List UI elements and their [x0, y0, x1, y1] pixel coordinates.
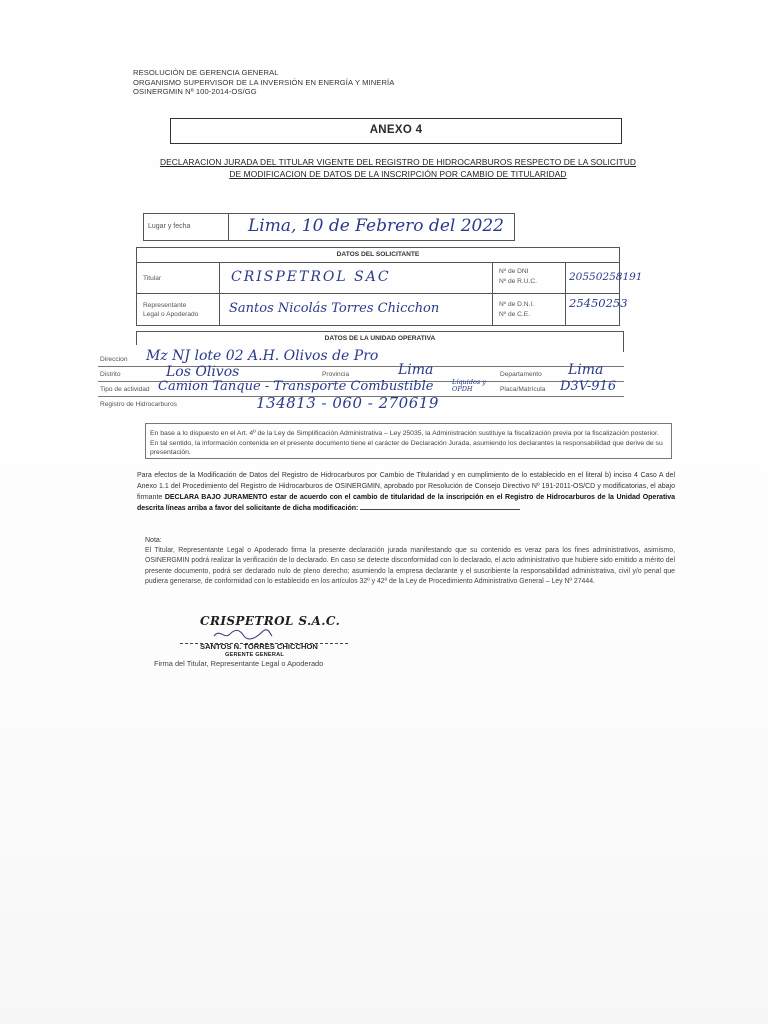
actividad-label: Tipo de actividad — [100, 386, 150, 393]
actividad-extra: Líquidos y OPDH — [452, 378, 486, 393]
provincia-value: Lima — [398, 362, 434, 378]
departamento-label: Departamento — [500, 371, 542, 378]
provincia-label: Provincia — [322, 371, 350, 378]
solicitante-table — [136, 247, 643, 326]
nota-label: Nota: — [145, 537, 162, 544]
registro-value: 134813 - 060 - 270619 — [256, 394, 439, 412]
signature-caption: Firma del Titular, Representante Legal o Apoderado — [154, 659, 324, 668]
paragraph-declaracion — [137, 471, 675, 515]
direccion-label: Direccion — [100, 356, 128, 363]
ruc-label: Nº de R.U.C. — [499, 278, 537, 285]
declaration-title — [138, 156, 658, 180]
titular-value: CRISPETROL SAC — [231, 269, 391, 285]
paragraph-nota: El Titular, Representante Legal o Apoderado firma la presente declaración jurada manifestando que su contenido es veraz para los fines administrativos, asimismo, OSINERGMIN podrá realizar la verificación de lo declarado. En caso se detecte disconformidad con lo declarado, el acto administrativo que hubiere sido emitido a mérito del presente documento, podrá ser declarado nulo de pleno derecho; asumiendo la empresa declarante y el suscribiente la responsabilidad administrativa, civil y/o penal que pudiera generarse, de conformidad con lo establecido en los artículos 32º y 42º de la Ley de Procedimiento Administrativo General – Ley Nº 27444. — [145, 547, 675, 586]
anexo-title-box — [170, 118, 622, 144]
ruc-value: 20550258191 — [569, 271, 643, 283]
solicitante-section-title: DATOS DEL SOLICITANTE — [137, 248, 619, 263]
declaration-title-line-1: DECLARACION JURADA DEL TITULAR VIGENTE DEL REGISTRO DE HIDROCARBUROS RESPECTO DE LA SOLICITUD — [159, 157, 637, 167]
placa-value: D3V-916 — [560, 379, 617, 394]
signer-role: GERENTE GENERAL — [225, 652, 284, 658]
resolution-header — [133, 68, 394, 97]
departamento-value: Lima — [568, 362, 604, 378]
actividad-value: Camion Tanque - Transporte Combustible — [158, 379, 434, 394]
lugar-fecha-field — [143, 213, 515, 241]
unidad-operativa-section-title: DATOS DE LA UNIDAD OPERATIVA — [136, 331, 624, 345]
declaration-title-line-2: DE MODIFICACION DE DATOS DE LA INSCRIPCIÓN POR CAMBIO DE TITULARIDAD — [229, 169, 567, 179]
anexo-title: ANEXO 4 — [369, 124, 423, 136]
lugar-fecha-label: Lugar y fecha — [148, 223, 191, 230]
titular-label: Titular — [143, 275, 162, 282]
direccion-value: Mz NJ lote 02 A.H. Olivos de Pro — [146, 348, 379, 364]
representante-label-1: Representante — [143, 302, 187, 309]
placa-label: Placa/Matrícula — [500, 386, 546, 393]
paragraph-fiscalizacion: En base a lo dispuesto en el Art. 4º de la Ley de Simplificación Administrativa – Ley 25035, la Administración sustituye la fiscalización previa por la fiscalización posterior. En tal sentido, la información contenida en el presente documento tiene el carácter de Declaración Jurada, asumiendo los declarantes la responsabilidad que derive de su presentación. — [145, 423, 672, 459]
lugar-fecha-value: Lima, 10 de Febrero del 2022 — [248, 216, 504, 236]
dni2-label: Nº de D.N.I. — [499, 301, 535, 308]
company-stamp: CRISPETROL S.A.C. — [200, 614, 341, 628]
representante-value: Santos Nicolás Torres Chicchon — [229, 301, 440, 316]
distrito-label: Distrito — [100, 371, 121, 378]
registro-row — [98, 394, 624, 412]
header-line-1: RESOLUCIÓN DE GERENCIA GENERAL — [133, 68, 279, 77]
titular-row — [137, 263, 643, 294]
representante-row — [137, 294, 628, 325]
ce-label: Nº de C.E. — [499, 311, 530, 318]
paragraph-declaracion-bold: DECLARA BAJO JURAMENTO estar de acuerdo con el cambio de titularidad de la inscripción en el Registro de Hidrocarburos de la Unidad Operativa descrita líneas arriba a favor del solicitante de dicha modificación: — [137, 493, 676, 513]
signature-scribble-icon — [212, 626, 274, 642]
dni-label: Nº de DNI — [499, 268, 529, 275]
header-line-2: ORGANISMO SUPERVISOR DE LA INVERSIÓN EN ENERGÍA Y MINERÍA — [133, 77, 395, 87]
registro-label: Registro de Hidrocarburos — [100, 401, 177, 408]
unidad-operativa-frame — [98, 345, 624, 352]
paragraph-declaracion-text: Para efectos de la Modificación de Datos del Registro de Hidrocarburos por Cambio de Titularidad y en cumplimiento de lo establecido en el literal b) inciso 4 Caso A del Anexo 1.1 del Procedimiento del Registro de Hidrocarburos de OSINERGMIN, aprobado por Resolución de Consejo Directivo Nº 191-2011-OS/CD y modificatorias, el abajo firmante — [137, 472, 675, 501]
header-line-3: OSINERGMIN Nº 100-2014-OS/GG — [133, 87, 257, 96]
dni2-value: 25450253 — [569, 296, 628, 310]
signer-name: SANTOS N. TORRES CHICCHON — [200, 642, 318, 651]
distrito-value: Los Olivos — [166, 364, 240, 380]
representante-label-2: Legal o Apoderado — [143, 311, 199, 318]
